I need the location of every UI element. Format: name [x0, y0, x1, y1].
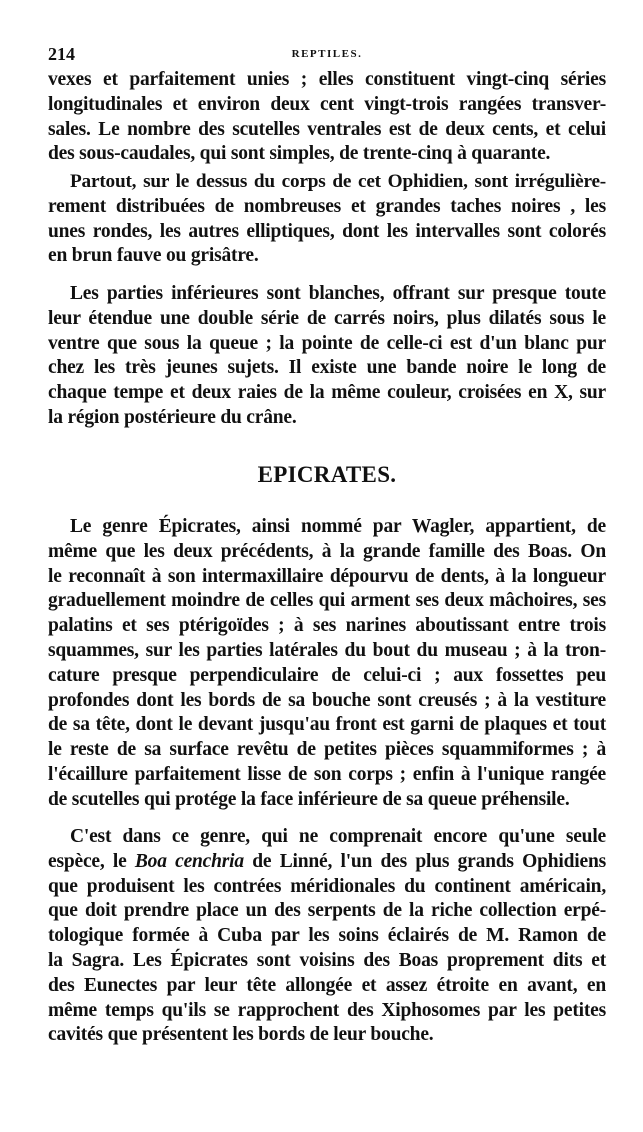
paragraph-genre	[48, 515, 606, 813]
text-line: leur étendue une double série de carrés noirs, plus dilatés sous le	[48, 307, 606, 329]
page-header	[48, 44, 606, 66]
text-line: profondes dont les bords de sa bouche sont creusés ; à la vestiture	[48, 689, 606, 711]
text-line-with-italic	[48, 850, 606, 875]
text-line: même temps qu'ils se rapprochent des Xiphosomes par les petites	[48, 999, 606, 1021]
text-line: de sa tête, dont le devant jusqu'au front est garni de plaques et tout	[48, 714, 606, 736]
text-line: de scutelles qui protége la face inférieure de sa queue préhensile.	[48, 788, 570, 810]
paragraph-underside	[48, 282, 606, 431]
text-line: l'écaillure parfaitement lisse de son corps ; enfin à l'unique rangée	[48, 763, 606, 785]
text-line: sales. Le nombre des scutelles ventrales est de deux cents, et celui	[48, 118, 606, 140]
text-line: le reste de sa surface revêtu de petites pièces squammiformes ; à	[48, 739, 606, 761]
page-number: 214	[48, 44, 75, 64]
text-line: cavités que présentent les bords de leur bouche.	[48, 1024, 434, 1046]
text-line: C'est dans ce genre, qui ne comprenait encore qu'une seule	[70, 826, 606, 847]
text-line: des sous-caudales, qui sont simples, de trente-cinq à quarante.	[48, 143, 551, 165]
text-line: Le genre Épicrates, ainsi nommé par Wagler, appartient, de	[70, 516, 606, 537]
paragraph-coloration	[48, 170, 606, 269]
text-line: tologique formée à Cuba par les soins éclairés de M. Ramon de	[48, 925, 606, 947]
text-line: le reconnaît à son intermaxillaire dépourvu de dents, à la longueur	[48, 565, 606, 587]
text-line: la Sagra. Les Épicrates sont voisins des Boas proprement dits et	[48, 949, 606, 971]
text-line: des Eunectes par leur tête allongée et assez étroite en avant, en	[48, 974, 606, 996]
text-line: cature presque perpendiculaire de celui-ci ; aux fossettes peu	[48, 664, 606, 686]
species-name: Boa cenchria	[134, 850, 244, 872]
text-fragment: de Linné, l'un des plus grands Ophidiens	[243, 850, 606, 872]
text-line: en brun fauve ou grisâtre.	[48, 245, 259, 267]
text-line: unes rondes, les autres elliptiques, dont les intervalles sont colorés	[48, 220, 606, 242]
text-line: rement distribuées de nombreuses et grandes taches noires , les	[48, 195, 606, 217]
text-line: ventre que sous la queue ; la pointe de celle-ci est d'un blanc pur	[48, 332, 606, 354]
text-fragment: espèce, le	[48, 850, 135, 872]
paragraph-cuba	[48, 825, 606, 1048]
text-line: palatins et ses ptérigoïdes ; à ses narines aboutissant entre trois	[48, 615, 606, 637]
text-line: même que les deux précédents, à la grande famille des Boas. On	[48, 540, 606, 562]
text-line: squammes, sur les parties latérales du bout du museau ; à la tron-	[48, 639, 606, 661]
running-title: REPTILES.	[291, 48, 363, 60]
text-line: graduellement moindre de celles qui arment ses deux mâchoires, ses	[48, 590, 606, 612]
text-line: chaque tempe et deux raies de la même couleur, croisées en X, sur	[48, 382, 606, 404]
text-line: que doit prendre place un des serpents de la riche collection erpé-	[48, 900, 606, 922]
text-line: Partout, sur le dessus du corps de cet Ophidien, sont irrégulière-	[70, 171, 606, 192]
text-line: vexes et parfaitement unies ; elles constituent vingt-cinq séries	[48, 69, 606, 90]
text-line: Les parties inférieures sont blanches, offrant sur presque toute	[70, 283, 606, 304]
text-line: longitudinales et environ deux cent vingt-trois rangées transver-	[48, 93, 606, 115]
paragraph-continued	[48, 68, 606, 167]
text-line: que produisent les contrées méridionales du continent américain,	[48, 875, 606, 897]
section-heading: EPICRATES.	[257, 462, 397, 487]
text-line: la région postérieure du crâne.	[48, 406, 297, 428]
text-line: chez les très jeunes sujets. Il existe une bande noire le long de	[48, 357, 606, 379]
